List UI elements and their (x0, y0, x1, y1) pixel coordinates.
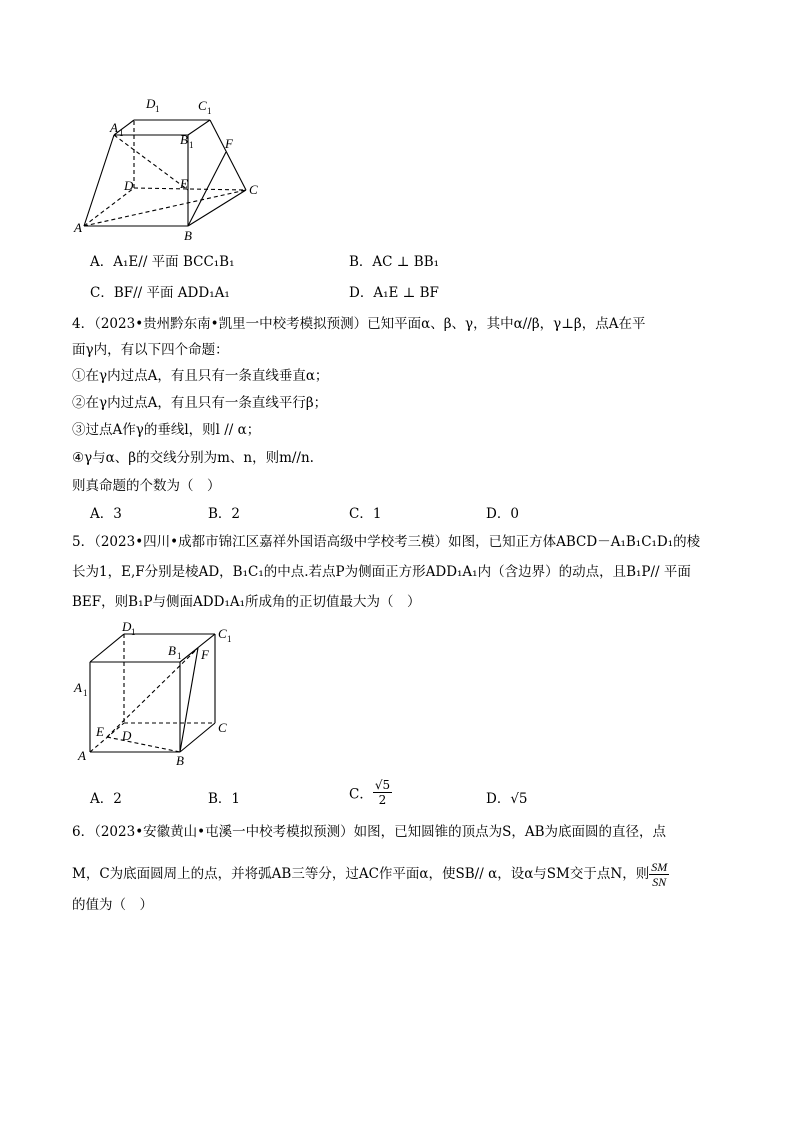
option-text: 1 (231, 791, 241, 807)
option-key: A． (90, 254, 114, 270)
q3-option-b[interactable] (349, 250, 439, 270)
q3-label-A1: A (110, 120, 118, 135)
q4-ask: 则真命题的个数为（ ） (72, 478, 221, 494)
q3-label-B1: B (180, 132, 188, 147)
q3-option-d[interactable] (349, 281, 439, 301)
q5-label-A1: A (74, 680, 82, 695)
q5-label-D1: D (122, 619, 132, 634)
q5-label-B: B (176, 753, 184, 768)
q6-stem-line2-text: M，C为底面圆周上的点，并将弧AB三等分，过AC作平面α，使SB// α，设α与SM交于点N，则 (72, 866, 650, 882)
option-key: B． (349, 254, 373, 270)
option-key: B． (208, 506, 232, 522)
q4-stem-line1: 4．（2023•贵州黔东南•凯里一中校考模拟预测）已知平面α、β、γ，其中α//β，γ⊥β，点A在平 (72, 316, 646, 332)
q3-label-D1: D (146, 96, 156, 111)
option-text: A₁E// 平面 BCC₁B₁ (113, 254, 235, 270)
option-text: √5 (510, 791, 528, 807)
q5-option-b[interactable] (208, 787, 240, 807)
q6-stem-line1: 6．（2023•安徽黄山•屯溪一中校考模拟预测）如图，已知圆锥的顶点为S，AB为底面圆的直径，点 (72, 824, 667, 840)
q5-label-C1-sub: 1 (227, 634, 232, 644)
q5-label-D: D (122, 728, 132, 743)
option-key: B． (208, 791, 232, 807)
fraction-denominator: SN (652, 875, 667, 889)
option-key: C． (90, 285, 114, 301)
q3-figure-edges (84, 120, 246, 226)
option-fraction (373, 778, 392, 807)
q4-option-d[interactable] (486, 502, 519, 522)
q5-label-D1-sub: 1 (131, 627, 136, 637)
q3-label-B1-sub: 1 (189, 140, 194, 150)
q4-prop-2: ②在γ内过点A，有且只有一条直线平行β； (72, 395, 328, 411)
q5-stem-line3: BEF，则B₁P与侧面ADD₁A₁所成角的正切值最大为（ ） (72, 594, 421, 610)
q3-figure (70, 90, 270, 240)
q3-label-A: A (74, 220, 82, 235)
q5-label-E: E (96, 724, 104, 739)
option-key: D． (486, 791, 511, 807)
q5-stem-line1: 5．（2023•四川•成都市锦江区嘉祥外国语高级中学校考三模）如图，已知正方体ABCD－A₁B₁C₁D₁的棱 (72, 534, 701, 550)
q6-fraction (649, 860, 669, 889)
option-key: A． (90, 791, 114, 807)
q5-figure-edges (90, 634, 215, 752)
q4-prop-1: ①在γ内过点A，有且只有一条直线垂直α； (72, 368, 329, 384)
fraction-denominator: 2 (378, 793, 387, 807)
fraction-numerator: SM (651, 860, 668, 874)
q4-prop-4: ④γ与α、β的交线分别为m、n，则m//n. (72, 450, 314, 466)
q3-label-F: F (225, 136, 233, 151)
q3-label-C1: C (198, 98, 207, 113)
option-text: 3 (113, 506, 122, 522)
q4-stem-line2: 面γ内，有以下四个命题： (72, 342, 229, 358)
q3-label-D1-sub: 1 (155, 104, 160, 114)
q5-label-C: C (218, 720, 227, 735)
option-text: AC ⊥ BB₁ (372, 254, 440, 270)
q3-label-C: C (249, 182, 258, 197)
q5-option-d[interactable] (486, 787, 528, 807)
q4-prop-3: ③过点A作γ的垂线l，则l // α； (72, 422, 261, 438)
q5-figure (70, 615, 245, 770)
q5-label-F: F (201, 647, 209, 662)
q5-label-B1: B (168, 643, 176, 658)
q3-label-B: B (184, 228, 192, 240)
q3-option-c[interactable] (90, 281, 230, 301)
q3-label-C1-sub: 1 (207, 106, 212, 116)
option-text: A₁E ⊥ BF (373, 285, 439, 301)
q4-option-c[interactable] (349, 502, 381, 522)
q6-stem-line3: 的值为（ ） (72, 897, 153, 913)
option-text: 2 (113, 791, 122, 807)
option-key: D． (486, 506, 511, 522)
option-text: 1 (372, 506, 382, 522)
option-key: D． (349, 285, 374, 301)
q5-label-B1-sub: 1 (177, 651, 182, 661)
option-key: A． (90, 506, 114, 522)
q6-stem-line2 (72, 860, 669, 889)
option-text: 0 (510, 506, 519, 522)
q4-option-a[interactable] (90, 502, 122, 522)
q3-label-E: E (180, 176, 188, 191)
q3-label-A1-sub: 1 (119, 128, 124, 138)
q5-label-C1: C (218, 626, 227, 641)
q5-option-c[interactable] (349, 778, 392, 807)
q3-label-D: D (124, 178, 134, 193)
option-key: C． (349, 506, 373, 522)
q5-label-A1-sub: 1 (83, 688, 88, 698)
option-text: BF// 平面 ADD₁A₁ (113, 285, 230, 301)
option-text: 2 (231, 506, 241, 522)
q5-option-a[interactable] (90, 787, 122, 807)
q4-option-b[interactable] (208, 502, 240, 522)
q5-label-A: A (78, 748, 86, 763)
q5-stem-line2: 长为1，E,F分别是棱AD，B₁C₁的中点.若点P为侧面正方形ADD₁A₁内（含边界）的动点，且B₁P// 平面 (72, 564, 691, 580)
fraction-numerator: √5 (374, 778, 391, 792)
option-key: C． (349, 786, 373, 803)
q3-option-a[interactable] (90, 250, 235, 270)
